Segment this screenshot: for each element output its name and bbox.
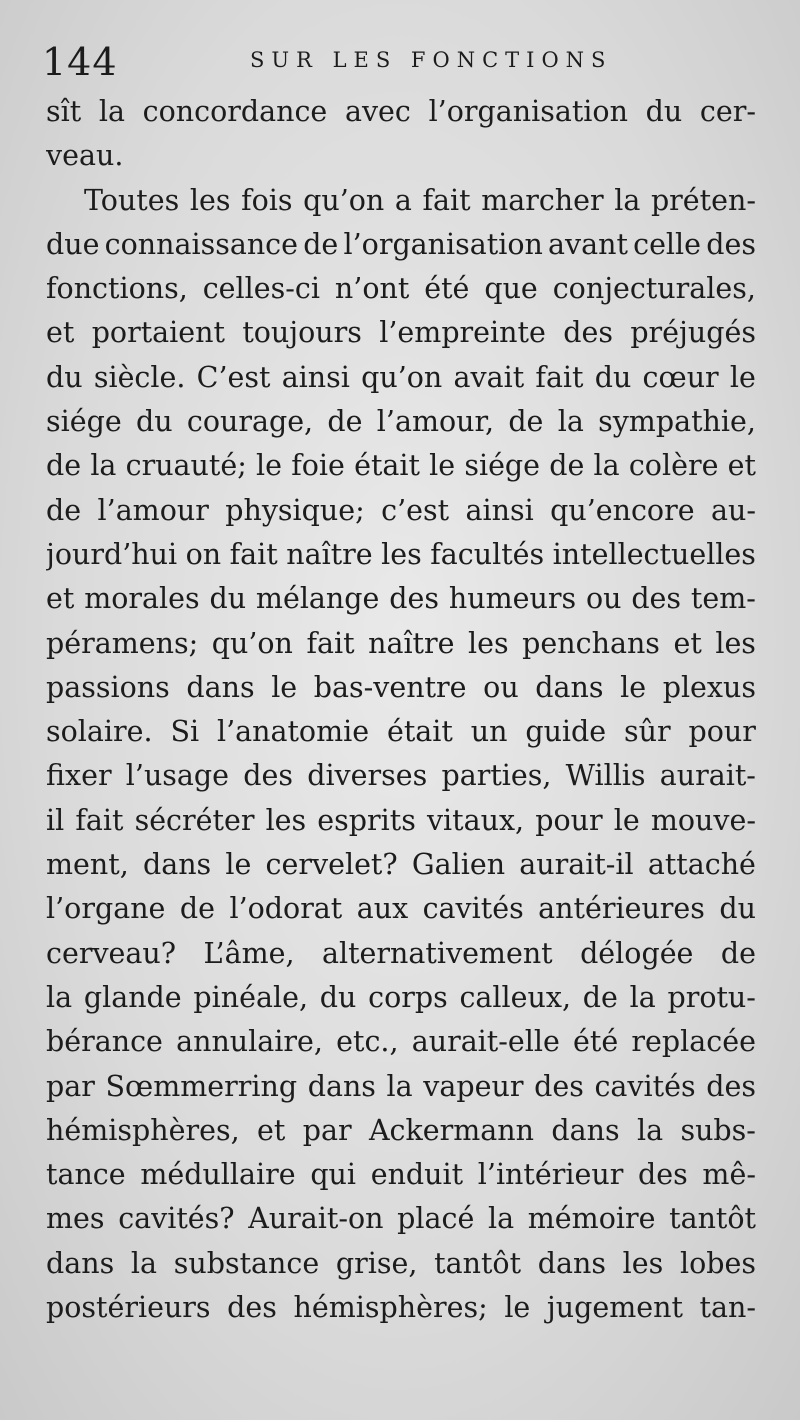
- word: la: [557, 405, 584, 439]
- text-line: [46, 627, 756, 671]
- word: cœur: [642, 360, 719, 394]
- word: avec: [344, 95, 411, 128]
- word: glande: [83, 980, 182, 1014]
- word: mes: [46, 1202, 105, 1236]
- word: qu’encore: [550, 493, 695, 527]
- text-line: [46, 759, 756, 803]
- word: siècle.: [93, 360, 186, 394]
- word: la: [488, 1202, 515, 1236]
- text-line: [46, 316, 756, 360]
- text-line: [46, 1158, 756, 1202]
- running-head: SUR LES FONCTIONS: [250, 48, 613, 72]
- word: du: [719, 892, 756, 926]
- word: il: [46, 803, 65, 837]
- text-line: [46, 538, 756, 582]
- word: substance: [173, 1246, 320, 1280]
- word: des: [631, 582, 682, 616]
- word: de: [303, 227, 339, 261]
- word: pour: [688, 715, 756, 749]
- word: intellectuelles: [552, 537, 756, 571]
- word: qu’on: [361, 360, 443, 394]
- word: fait: [75, 803, 124, 837]
- text-line: [46, 804, 756, 848]
- word: naître: [368, 626, 455, 660]
- word: ment,: [46, 848, 129, 882]
- word: avait: [453, 360, 525, 394]
- word: l’odorat: [229, 892, 343, 926]
- word: des: [534, 1069, 584, 1103]
- word: fois: [241, 183, 293, 217]
- word: due: [46, 227, 100, 261]
- word: de: [46, 449, 82, 483]
- word: les: [715, 626, 756, 660]
- text-line: [46, 1070, 756, 1114]
- word: le: [271, 670, 298, 704]
- word: colère: [628, 449, 719, 483]
- word: au-: [710, 493, 756, 527]
- word: on: [185, 537, 222, 571]
- word: sécréter: [134, 803, 255, 837]
- word: de: [508, 405, 544, 439]
- word: la: [614, 183, 641, 217]
- word: l’intérieur: [477, 1158, 624, 1192]
- word: du: [645, 95, 683, 128]
- word: bas-ventre: [313, 670, 467, 704]
- page-number: 144: [42, 40, 118, 84]
- word: un: [470, 715, 508, 749]
- word: mê-: [702, 1158, 756, 1192]
- word: jourd’hui: [46, 537, 178, 571]
- word: de: [327, 405, 363, 439]
- word: aurait-il: [519, 848, 634, 882]
- word: tance: [46, 1158, 126, 1192]
- word: du: [135, 405, 173, 439]
- text-line: [46, 405, 756, 449]
- word: morales: [84, 582, 200, 616]
- word: l’amour: [97, 493, 209, 527]
- word: l’empreinte: [379, 316, 546, 350]
- word: la: [90, 449, 117, 483]
- text-line: [46, 139, 756, 183]
- word: pour: [535, 803, 603, 837]
- word: ainsi: [281, 360, 350, 394]
- word: le: [504, 1291, 531, 1325]
- word: cervelet?: [265, 848, 398, 882]
- word: les: [381, 537, 422, 571]
- word: cavités?: [118, 1202, 235, 1236]
- word: replacée: [631, 1025, 756, 1059]
- text-line: [46, 582, 756, 626]
- word: le: [729, 360, 756, 394]
- text-line: [46, 1025, 756, 1069]
- word: Si: [170, 715, 200, 749]
- word: sympathie,: [598, 405, 756, 439]
- text-line: [46, 361, 756, 405]
- word: Galien: [411, 848, 506, 882]
- word: dans: [142, 848, 212, 882]
- word: dans: [46, 1246, 115, 1280]
- word: médullaire: [140, 1158, 296, 1192]
- word: esprits: [317, 803, 416, 837]
- text-line: [46, 449, 756, 493]
- word: calleux,: [459, 980, 572, 1014]
- word: des: [706, 227, 756, 261]
- word: et: [257, 1113, 286, 1147]
- word: sît: [46, 95, 82, 128]
- word: Willis: [565, 759, 646, 793]
- word: plexus: [662, 670, 756, 704]
- word: ou: [483, 670, 519, 704]
- word: du: [319, 980, 357, 1014]
- word: alternativement: [322, 936, 553, 970]
- word: sûr: [624, 715, 671, 749]
- word: la: [98, 95, 125, 128]
- word: vapeur: [423, 1069, 524, 1103]
- word: ainsi: [465, 493, 534, 527]
- text-line: [46, 228, 756, 272]
- word: le: [429, 449, 456, 483]
- word: fait: [229, 537, 278, 571]
- word: fixer: [46, 759, 112, 793]
- word: de: [46, 493, 82, 527]
- word: siége: [464, 449, 541, 483]
- word: le: [225, 848, 252, 882]
- word: concordance: [142, 95, 328, 128]
- word: cruauté;: [125, 449, 247, 483]
- word: postérieurs: [46, 1291, 211, 1325]
- word: solaire.: [46, 715, 153, 749]
- word: préjugés: [630, 316, 756, 350]
- word: le: [256, 449, 282, 483]
- word: été: [424, 272, 470, 306]
- word: conjecturales,: [552, 272, 756, 306]
- text-line: [46, 184, 756, 228]
- word: tem-: [690, 582, 756, 616]
- word: l’anatomie: [216, 715, 370, 749]
- word: attaché: [647, 848, 756, 882]
- word: le: [620, 670, 647, 704]
- word: vitaux,: [426, 803, 525, 837]
- word: foie: [291, 449, 345, 483]
- word: lobes: [679, 1246, 756, 1280]
- word: était: [386, 715, 453, 749]
- word: des: [227, 1291, 277, 1325]
- word: C’est: [196, 360, 271, 394]
- word: protu-: [667, 980, 756, 1014]
- word: hémisphères,: [46, 1113, 240, 1147]
- word: des: [243, 759, 293, 793]
- word: des: [706, 1069, 756, 1103]
- word: l’organe: [46, 892, 166, 926]
- word: du: [594, 360, 632, 394]
- word: la: [130, 1246, 158, 1280]
- word: etc.,: [336, 1025, 399, 1059]
- word: guide: [525, 715, 607, 749]
- text-line: [46, 937, 756, 981]
- word: subs-: [680, 1113, 756, 1147]
- text-line: [46, 715, 756, 759]
- word: cavités: [594, 1069, 696, 1103]
- word: la: [386, 1069, 413, 1103]
- word: du: [209, 582, 247, 616]
- word: cavités: [422, 892, 524, 926]
- word: et: [46, 316, 75, 350]
- word: était: [354, 449, 420, 483]
- word: antérieures: [538, 892, 705, 926]
- word: L’âme,: [203, 936, 295, 970]
- body-text: [46, 95, 756, 1335]
- word: la: [46, 980, 73, 1014]
- word: la: [629, 980, 656, 1014]
- word: des: [389, 582, 439, 616]
- word: c’est: [381, 493, 450, 527]
- word: placé: [397, 1202, 475, 1236]
- word: dans: [535, 670, 604, 704]
- word: a: [394, 183, 412, 217]
- text-line: [46, 671, 756, 715]
- text-line: [46, 1202, 756, 1246]
- text-line: [46, 848, 756, 892]
- text-line: [46, 272, 756, 316]
- word: l’usage: [125, 759, 230, 793]
- text-line: [46, 1291, 756, 1335]
- word: diverses: [307, 759, 428, 793]
- word: hémisphères;: [293, 1291, 488, 1325]
- word: préten-: [650, 183, 756, 217]
- word: péramens;: [46, 626, 199, 660]
- word: et: [46, 582, 75, 616]
- word: qui: [310, 1158, 357, 1192]
- word: de: [179, 892, 215, 926]
- word: Ackermann: [368, 1113, 534, 1147]
- word: dans: [307, 1069, 376, 1103]
- word: n’ont: [334, 272, 410, 306]
- word: le: [613, 803, 640, 837]
- word: les: [622, 1246, 664, 1280]
- word: jugement: [546, 1291, 683, 1325]
- word: l’amour,: [376, 405, 495, 439]
- word: Toutes: [84, 183, 180, 217]
- word: des: [638, 1158, 688, 1192]
- word: facultés: [430, 537, 545, 571]
- page-header: [40, 40, 760, 90]
- word: courage,: [186, 405, 314, 439]
- word: Aurait-on: [248, 1202, 384, 1236]
- word: ou: [585, 582, 622, 616]
- word: pinéale,: [193, 980, 309, 1014]
- word: aurait-elle: [411, 1025, 560, 1059]
- word: par: [46, 1069, 95, 1103]
- word: fonctions,: [46, 272, 188, 306]
- word: naître: [286, 537, 373, 571]
- word: les: [468, 626, 509, 660]
- word: parties,: [441, 759, 552, 793]
- word: de: [549, 449, 585, 483]
- word: fait: [422, 183, 471, 217]
- word: de: [720, 936, 756, 970]
- text-line: [46, 494, 756, 538]
- word: corps: [368, 980, 448, 1014]
- word: toujours: [242, 316, 362, 350]
- word: tantôt: [434, 1246, 522, 1280]
- text-line: [46, 95, 756, 139]
- word: les: [189, 183, 231, 217]
- word: annulaire,: [176, 1025, 323, 1059]
- word: connaissance: [104, 227, 299, 261]
- word: fait: [306, 626, 355, 660]
- text-line: [46, 892, 756, 936]
- word: et: [727, 449, 756, 483]
- word: tantôt: [669, 1202, 756, 1236]
- word: cer-: [699, 95, 756, 128]
- word: celles-ci: [202, 272, 320, 306]
- word: mélange: [255, 582, 380, 616]
- word: avant: [548, 227, 628, 261]
- word: celle: [633, 227, 702, 261]
- word: qu’on: [303, 183, 385, 217]
- text-line: [46, 1114, 756, 1158]
- word: l’organisation: [343, 227, 543, 261]
- word: passions: [46, 670, 170, 704]
- word: de: [582, 980, 618, 1014]
- word: humeurs: [448, 582, 577, 616]
- word: physique;: [225, 493, 365, 527]
- text-line: [46, 1247, 756, 1291]
- word: la: [593, 449, 620, 483]
- word: penchans: [522, 626, 660, 660]
- word: marcher: [481, 183, 604, 217]
- word: grise,: [335, 1246, 418, 1280]
- word: siége: [46, 405, 122, 439]
- word: mémoire: [527, 1202, 656, 1236]
- text-line: [46, 981, 756, 1025]
- word: tan-: [699, 1291, 756, 1325]
- word: mouve-: [650, 803, 756, 837]
- word: par: [302, 1113, 352, 1147]
- word: cerveau?: [46, 936, 177, 970]
- word: dans: [551, 1113, 620, 1147]
- word: bérance: [46, 1025, 163, 1059]
- word: portaient: [91, 316, 225, 350]
- word: l’organisation: [428, 95, 628, 128]
- word: du: [46, 360, 83, 394]
- word: enduit: [370, 1158, 464, 1192]
- word: qu’on: [211, 626, 293, 660]
- word: que: [484, 272, 538, 306]
- word: aurait-: [659, 759, 756, 793]
- word: été: [573, 1025, 619, 1059]
- word: aux: [356, 892, 409, 926]
- word: fait: [535, 360, 584, 394]
- word: et: [673, 626, 702, 660]
- word: dans: [537, 1246, 606, 1280]
- word: les: [265, 803, 307, 837]
- word: la: [636, 1113, 664, 1147]
- word: Sœmmerring: [105, 1069, 298, 1103]
- word: dans: [186, 670, 255, 704]
- word: délogée: [580, 936, 694, 970]
- line-text: veau.: [46, 139, 124, 173]
- word: des: [563, 316, 613, 350]
